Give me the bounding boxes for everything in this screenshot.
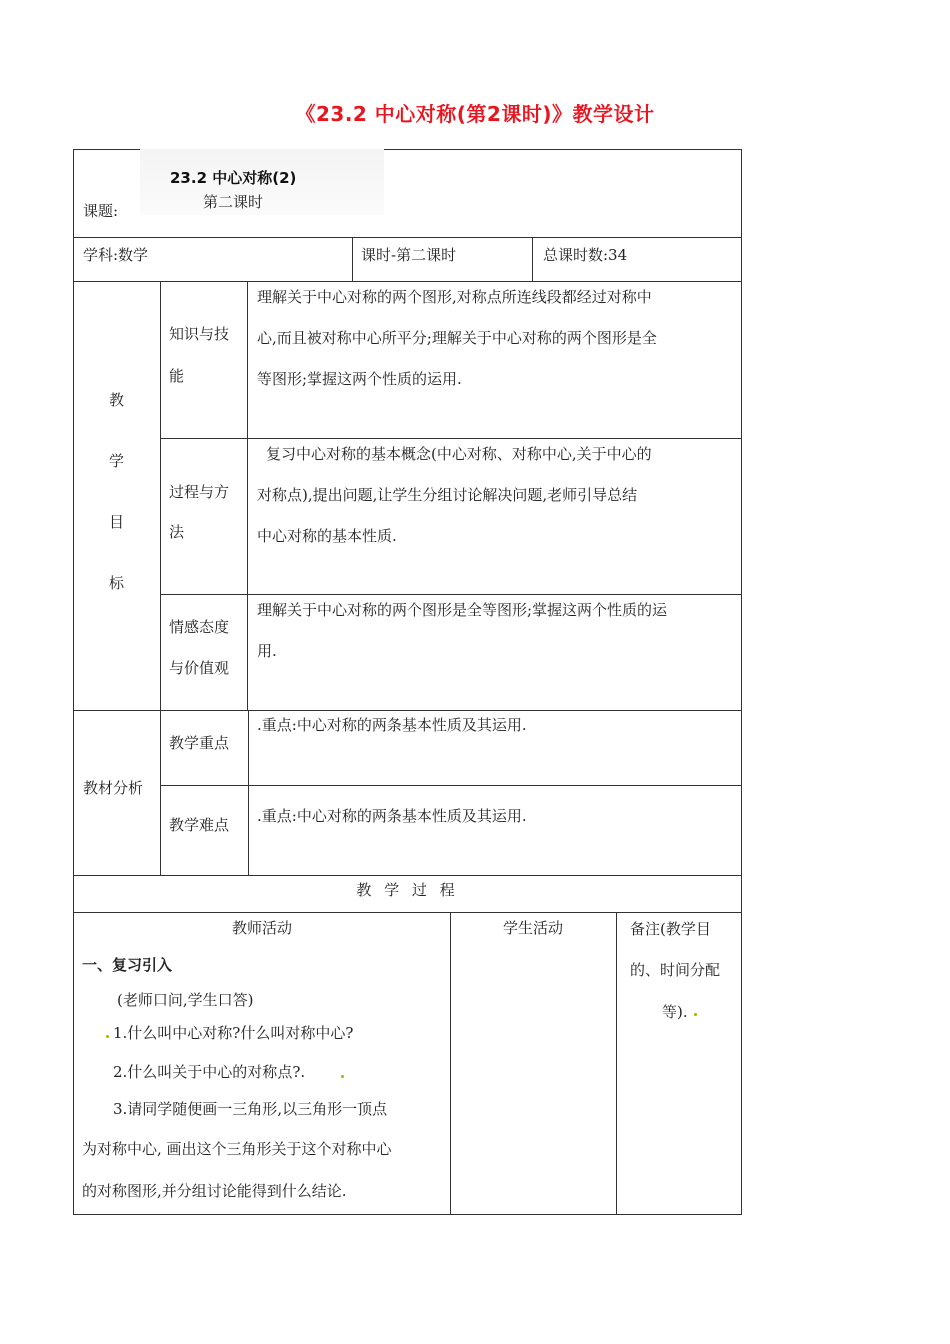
process-line: (老师口问,学生口答)	[117, 991, 254, 1009]
topic-label: 课题:	[83, 202, 119, 220]
objective-name: 能	[169, 367, 185, 385]
objective-line: 复习中心对称的基本概念(中心对称、对称中心,关于中心的	[266, 445, 652, 463]
objectives-label-char: 标	[109, 574, 125, 592]
objectives-label-char: 学	[109, 452, 125, 470]
key-point-label: 教学重点	[169, 734, 230, 752]
rule	[450, 912, 451, 1215]
rule	[247, 281, 248, 710]
objective-line: 用.	[257, 642, 277, 660]
process-line: 3.请同学随便画一三角形,以三角形一顶点	[113, 1100, 388, 1118]
analysis-label: 教材分析	[83, 779, 144, 797]
objective-name: 知识与技	[169, 325, 230, 343]
lesson: 课时-第二课时	[361, 246, 457, 264]
objective-name: 与价值观	[169, 659, 230, 677]
objectives-label-char: 教	[109, 391, 125, 409]
process-line: 2.什么叫关于中心的对称点?.	[113, 1063, 306, 1081]
objective-name: 过程与方	[169, 483, 230, 501]
notes-line: 备注(教学目	[630, 920, 711, 938]
objective-line: 等图形;掌握这两个性质的运用.	[257, 370, 462, 388]
objective-line: 理解关于中心对称的两个图形是全等图形;掌握这两个性质的运	[257, 601, 668, 619]
process-line: 的对称图形,并分组讨论能得到什么结论.	[82, 1182, 347, 1200]
rule	[248, 710, 249, 875]
difficulty-text: .重点:中心对称的两条基本性质及其运用.	[257, 807, 527, 825]
section-heading: 一、复习引入	[82, 956, 173, 974]
stray-dot	[106, 1035, 109, 1038]
stray-dot	[694, 1013, 697, 1016]
rule	[532, 237, 533, 281]
student-activity-header: 学生活动	[502, 919, 563, 937]
topic-subtitle: 第二课时	[203, 193, 264, 211]
objective-line: 对称点),提出问题,让学生分组讨论解决问题,老师引导总结	[257, 486, 638, 504]
objective-name: 法	[169, 523, 185, 541]
objective-line: 中心对称的基本性质.	[257, 527, 397, 545]
process-line: 1.什么叫中心对称?什么叫对称中心?	[113, 1024, 354, 1042]
stray-dot	[341, 1075, 344, 1078]
difficulty-label: 教学难点	[169, 816, 230, 834]
rule	[616, 912, 617, 1215]
rule	[73, 281, 742, 282]
key-point-text: .重点:中心对称的两条基本性质及其运用.	[257, 716, 527, 734]
lesson-table	[73, 149, 742, 1215]
objective-line: 心,而且被对称中心所平分;理解关于中心对称的两个图形是全	[257, 329, 657, 347]
subject: 学科:数学	[83, 246, 149, 264]
rule	[73, 875, 742, 876]
topic-title: 23.2 中心对称(2)	[170, 169, 297, 187]
total-lessons: 总课时数:34	[543, 246, 628, 264]
notes-line: 等).	[662, 1003, 688, 1021]
process-line: 为对称中心, 画出这个三角形关于这个对称中心	[82, 1140, 392, 1158]
rule	[352, 237, 353, 281]
rule	[73, 237, 742, 238]
objectives-label-char: 目	[109, 513, 125, 531]
document-title: 《23.2 中心对称(第2课时)》教学设计	[295, 102, 655, 126]
rule	[73, 912, 742, 913]
teacher-activity-header: 教师活动	[231, 919, 292, 937]
process-heading: 教 学 过 程	[356, 881, 459, 899]
rule	[160, 281, 161, 875]
objective-line: 理解关于中心对称的两个图形,对称点所连线段都经过对称中	[257, 288, 652, 306]
rule	[73, 710, 742, 711]
notes-line: 的、时间分配	[630, 961, 721, 979]
objective-name: 情感态度	[169, 618, 230, 636]
